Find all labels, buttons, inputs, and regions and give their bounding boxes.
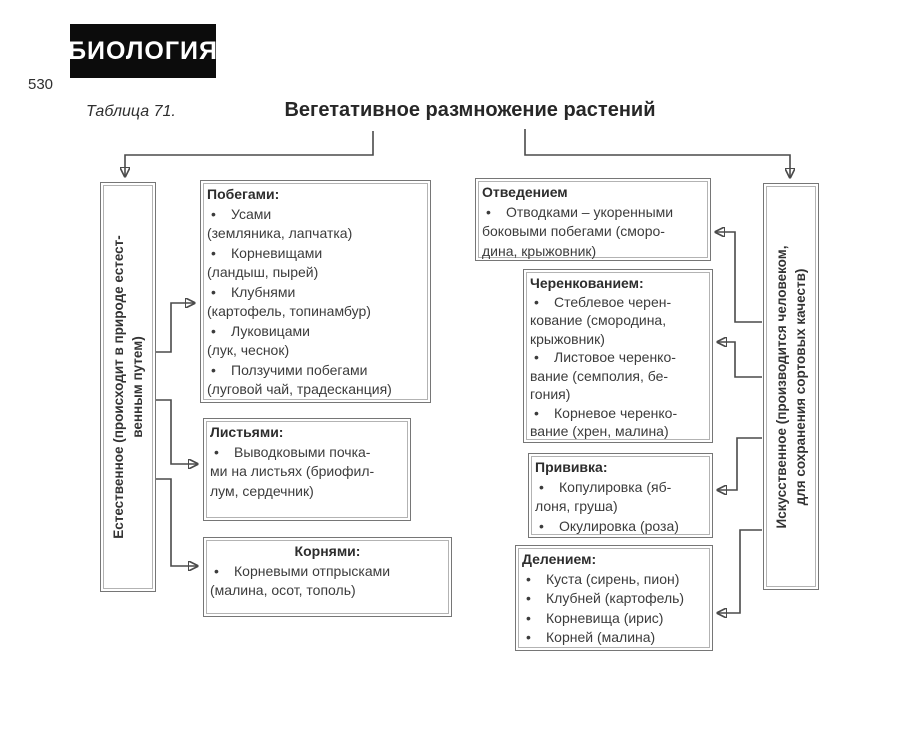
box-line bbox=[207, 361, 424, 381]
box-header: Листьями: bbox=[210, 424, 284, 440]
box-line-text: Корневищами bbox=[231, 244, 323, 261]
natural-branch-label bbox=[109, 187, 147, 587]
box-lines bbox=[530, 293, 706, 441]
box-lines bbox=[522, 570, 706, 648]
box-line: (лук, чеснок) bbox=[207, 342, 290, 358]
connector-artificial-to-division bbox=[718, 530, 762, 613]
box-division bbox=[515, 545, 713, 651]
box-line: крыжовник) bbox=[530, 330, 605, 347]
biology-logo-text: БИОЛОГИЯ bbox=[68, 36, 218, 65]
bullet-marker: • bbox=[534, 404, 539, 421]
biology-logo-box bbox=[70, 24, 216, 78]
box-line-text: Корневое черенко- bbox=[554, 404, 678, 421]
box-line-text: Окулировка (роза) bbox=[559, 517, 679, 534]
artificial-branch-label-line1: Искусственное (производится человеком, bbox=[774, 245, 789, 528]
bullet-marker: • bbox=[486, 203, 491, 220]
box-line-text: Клубнями bbox=[231, 283, 296, 300]
box-line-text: Корневища (ирис) bbox=[546, 609, 664, 626]
box-line bbox=[522, 570, 706, 590]
bullet-marker: • bbox=[526, 609, 531, 626]
box-line bbox=[522, 589, 706, 609]
box-grafting bbox=[528, 453, 713, 538]
connector-title-to-artificial bbox=[525, 129, 790, 177]
box-roots bbox=[203, 537, 452, 617]
connector-natural-to-shoots bbox=[156, 303, 194, 352]
box-line-text: Корней (малина) bbox=[546, 629, 656, 645]
box-header: Делением: bbox=[522, 551, 597, 567]
box-header: Отведением bbox=[482, 184, 568, 200]
box-line: (луговой чай, традесканция) bbox=[207, 381, 392, 397]
natural-branch-label-line1: Естественное (происходит в природе естест- bbox=[111, 235, 126, 539]
box-line bbox=[535, 517, 706, 537]
box-lines bbox=[482, 203, 704, 262]
box-line bbox=[207, 244, 424, 264]
box-line bbox=[530, 348, 706, 367]
box-line bbox=[530, 404, 706, 423]
connector-artificial-to-layering bbox=[716, 232, 762, 322]
box-header: Корнями: bbox=[294, 543, 361, 559]
box-lines bbox=[210, 443, 404, 502]
bullet-marker: • bbox=[539, 478, 544, 495]
connector-natural-to-leaves bbox=[156, 400, 197, 464]
box-shoots bbox=[200, 180, 431, 403]
box-line-text: Выводковыми почка- bbox=[234, 443, 371, 460]
page-number: 530 bbox=[28, 76, 54, 93]
box-line bbox=[522, 609, 706, 629]
box-line bbox=[207, 205, 424, 225]
bullet-marker: • bbox=[211, 205, 216, 222]
box-line-text: Усами bbox=[231, 205, 272, 222]
box-line-text: Луковицами bbox=[231, 322, 310, 339]
box-line: (малина, осот, тополь) bbox=[210, 582, 356, 598]
bullet-marker: • bbox=[539, 517, 544, 534]
bullet-marker: • bbox=[534, 349, 539, 365]
box-line bbox=[535, 478, 706, 498]
box-line: вание (хрен, малина) bbox=[530, 423, 669, 439]
box-line-text: Листовое черенко- bbox=[554, 349, 676, 365]
connector-artificial-to-grafting bbox=[718, 438, 762, 490]
box-line-text: Копулировка (яб- bbox=[559, 478, 672, 495]
box-leaves bbox=[203, 418, 411, 521]
box-line: ми на листьях (бриофил- bbox=[210, 463, 375, 479]
box-line bbox=[482, 203, 704, 223]
box-header: Прививка: bbox=[535, 459, 608, 475]
box-line: (ландыш, пырей) bbox=[207, 264, 319, 280]
artificial-branch-box bbox=[763, 183, 819, 590]
bullet-marker: • bbox=[534, 293, 539, 310]
box-line-text: Отводками – укоренными bbox=[506, 203, 674, 220]
bullet-marker: • bbox=[526, 629, 531, 645]
connector-artificial-to-cuttings bbox=[718, 342, 762, 377]
box-line bbox=[210, 443, 404, 463]
box-line-text: Куста (сирень, пион) bbox=[546, 570, 680, 587]
bullet-marker: • bbox=[214, 443, 219, 460]
box-lines bbox=[535, 478, 706, 537]
box-line: лум, сердечник) bbox=[210, 482, 314, 499]
box-header: Черенкованием: bbox=[530, 275, 644, 291]
box-line: дина, крыжовник) bbox=[482, 242, 597, 259]
box-line: лоня, груша) bbox=[535, 498, 618, 514]
bullet-marker: • bbox=[526, 570, 531, 587]
box-line bbox=[522, 628, 706, 648]
bullet-marker: • bbox=[211, 361, 216, 378]
box-cuttings bbox=[523, 269, 713, 443]
box-line-text: Ползучими побегами bbox=[231, 361, 368, 378]
connector-natural-to-roots bbox=[156, 479, 197, 566]
table-caption: Таблица 71. bbox=[86, 103, 176, 120]
connector-title-to-natural bbox=[125, 131, 373, 176]
box-line bbox=[530, 293, 706, 312]
bullet-marker: • bbox=[211, 283, 216, 300]
box-header: Побегами: bbox=[207, 186, 280, 202]
box-layering bbox=[475, 178, 711, 261]
box-lines bbox=[210, 562, 445, 601]
artificial-branch-label-line2: для сохранения сортовых качеств) bbox=[793, 268, 808, 505]
box-lines bbox=[207, 205, 424, 400]
box-line-text: Клубней (картофель) bbox=[546, 590, 685, 606]
box-line bbox=[207, 322, 424, 342]
bullet-marker: • bbox=[214, 562, 219, 579]
box-line-text: Стеблевое черен- bbox=[554, 293, 672, 310]
bullet-marker: • bbox=[211, 244, 216, 261]
box-line: кование (смородина, bbox=[530, 312, 667, 328]
box-line: боковыми побегами (сморо- bbox=[482, 223, 665, 239]
box-line bbox=[207, 283, 424, 303]
box-line-text: Корневыми отпрысками bbox=[234, 562, 391, 579]
box-line: вание (семполия, бе- bbox=[530, 367, 669, 384]
artificial-branch-label bbox=[772, 191, 810, 583]
bullet-marker: • bbox=[526, 590, 531, 606]
box-line bbox=[210, 562, 445, 582]
page-title: Вегетативное размножение растений bbox=[284, 99, 656, 121]
natural-branch-box bbox=[100, 182, 156, 592]
box-line: (земляника, лапчатка) bbox=[207, 225, 353, 241]
box-line: (картофель, топинамбур) bbox=[207, 303, 371, 319]
bullet-marker: • bbox=[211, 322, 216, 339]
box-line: гония) bbox=[530, 386, 571, 402]
natural-branch-label-line2: венным путем) bbox=[130, 336, 145, 438]
